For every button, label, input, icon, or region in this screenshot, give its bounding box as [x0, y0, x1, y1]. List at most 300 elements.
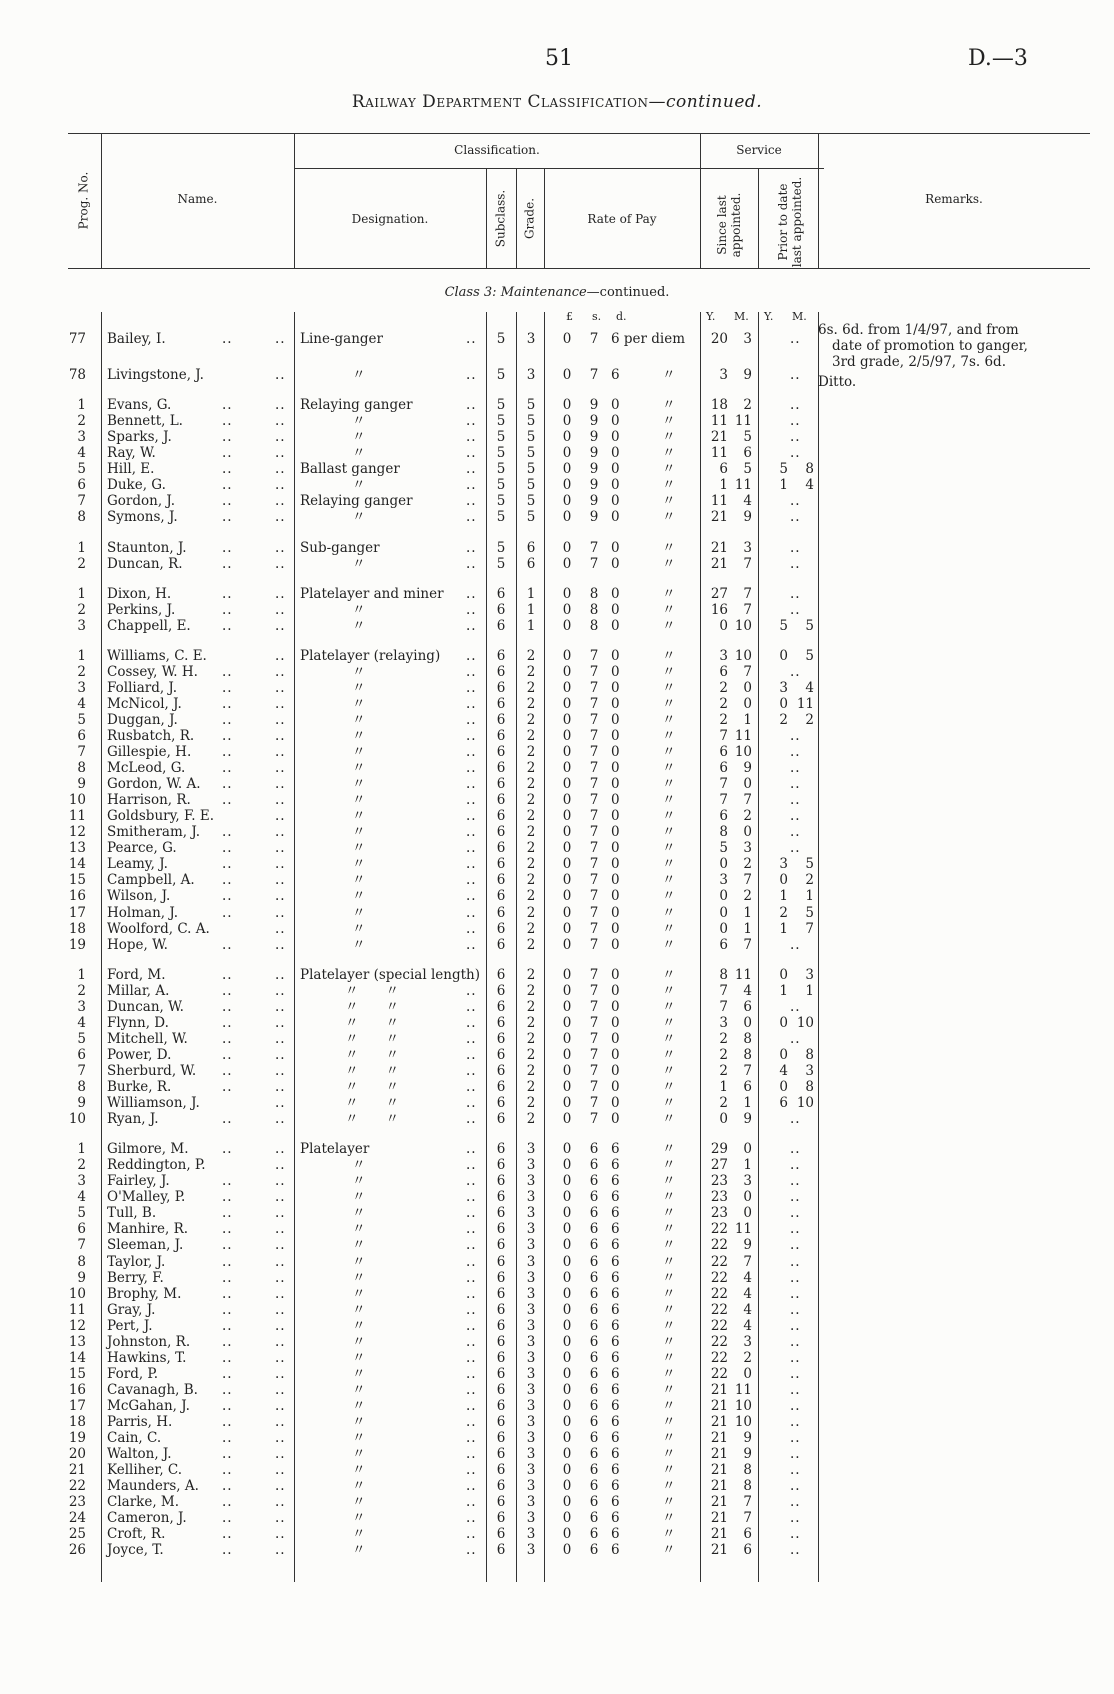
row-grade: 2	[526, 696, 536, 712]
row-designation-leader: ..	[466, 664, 477, 680]
row-prior-none: ..	[790, 792, 801, 808]
row-prog-no: 23	[68, 1494, 86, 1510]
row-pay-pounds: 0	[562, 1189, 572, 1205]
row-prior-none: ..	[790, 760, 801, 776]
row-name-leader-end: ..	[275, 760, 286, 776]
row-name: Gray, J.	[107, 1302, 156, 1318]
row-subclass: 6	[496, 1111, 506, 1127]
row-pay-ditto: 〃	[662, 1462, 676, 1478]
row-name-leader: ..	[222, 888, 233, 904]
row-name-leader: ..	[222, 1047, 233, 1063]
row-designation-ditto: 〃	[352, 776, 366, 792]
row-grade: 3	[526, 1334, 536, 1350]
row-prog-no: 11	[68, 1302, 86, 1318]
row-subclass: 6	[496, 856, 506, 872]
row-designation: Line-ganger	[300, 331, 383, 347]
row-grade: 3	[526, 1350, 536, 1366]
row-since-years: 1	[719, 477, 728, 493]
row-subclass: 6	[496, 1237, 506, 1253]
row-prog-no: 25	[68, 1526, 86, 1542]
row-name-leader-end: ..	[275, 1398, 286, 1414]
row-pay-pounds: 0	[562, 776, 572, 792]
row-name: Cain, C.	[107, 1430, 162, 1446]
row-designation-leader: ..	[466, 1141, 477, 1157]
row-pay-pounds: 0	[562, 824, 572, 840]
row-pay-pence: 0	[611, 776, 620, 792]
row-designation-leader: ..	[466, 680, 477, 696]
row-designation-leader: ..	[466, 556, 477, 572]
row-pay-shillings: 9	[589, 429, 599, 445]
row-pay-pence: 0	[611, 905, 620, 921]
row-since-years: 2	[719, 1031, 728, 1047]
row-prior-none: ..	[790, 1254, 801, 1270]
row-pay-pounds: 0	[562, 1015, 572, 1031]
row-pay-shillings: 7	[589, 680, 599, 696]
row-prior-none: ..	[790, 493, 801, 509]
row-prior-none: ..	[790, 744, 801, 760]
row-since-months: 11	[734, 1382, 752, 1398]
row-designation: Platelayer (special length)	[300, 967, 480, 983]
row-name-leader: ..	[222, 1031, 233, 1047]
row-subclass: 6	[496, 776, 506, 792]
row-subclass: 6	[496, 1462, 506, 1478]
row-pay-ditto: 〃	[662, 1047, 676, 1063]
row-pay-shillings: 6	[589, 1173, 599, 1189]
row-pay-shillings: 6	[589, 1526, 599, 1542]
row-name-leader-end: ..	[275, 712, 286, 728]
row-since-years: 29	[710, 1141, 728, 1157]
row-designation-leader: ..	[466, 1350, 477, 1366]
row-prior-none: ..	[790, 1382, 801, 1398]
row-name-leader-end: ..	[275, 728, 286, 744]
row-prog-no: 6	[77, 728, 86, 744]
row-pay-pence: 6	[611, 1366, 620, 1382]
row-pay-shillings: 7	[589, 1095, 599, 1111]
row-prog-no: 4	[77, 1189, 86, 1205]
row-name-leader: ..	[222, 1542, 233, 1558]
row-since-years: 3	[719, 1015, 728, 1031]
row-grade: 2	[526, 937, 536, 953]
row-since-years: 2	[719, 1063, 728, 1079]
row-pay-pounds: 0	[562, 1031, 572, 1047]
row-name-leader-end: ..	[275, 413, 286, 429]
row-name-leader: ..	[222, 477, 233, 493]
row-since-years: 18	[710, 397, 728, 413]
row-pay-pence: 6	[611, 1510, 620, 1526]
row-since-months: 5	[743, 461, 752, 477]
row-grade: 5	[526, 445, 536, 461]
row-pay-pounds: 0	[562, 1237, 572, 1253]
row-designation-leader: ..	[466, 1270, 477, 1286]
row-prior-months: 11	[796, 696, 814, 712]
row-since-years: 0	[719, 856, 728, 872]
row-pay-shillings: 7	[589, 921, 599, 937]
row-prog-no: 1	[77, 540, 86, 556]
unit-months: M.	[734, 310, 749, 323]
row-since-months: 1	[743, 921, 752, 937]
row-designation-leader: ..	[466, 1015, 477, 1031]
row-pay-pence: 0	[611, 1015, 620, 1031]
row-name-leader-end: ..	[275, 696, 286, 712]
row-pay-pence: 0	[611, 1063, 620, 1079]
row-since-years: 22	[710, 1286, 728, 1302]
row-prog-no: 2	[77, 602, 86, 618]
row-pay-ditto: 〃	[662, 1254, 676, 1270]
row-prog-no: 5	[77, 1205, 86, 1221]
row-prior-years: 0	[779, 1047, 788, 1063]
row-pay-pence: 0	[611, 540, 620, 556]
row-pay-pounds: 0	[562, 540, 572, 556]
row-prog-no: 2	[77, 983, 86, 999]
row-name: Evans, G.	[107, 397, 172, 413]
row-grade: 2	[526, 888, 536, 904]
row-name: Symons, J.	[107, 509, 178, 525]
class-heading: Class 3: Maintenance—continued.	[444, 285, 670, 300]
row-grade: 3	[526, 1254, 536, 1270]
row-designation-ditto: 〃	[352, 1510, 366, 1526]
row-since-months: 1	[743, 905, 752, 921]
row-name: Clarke, M.	[107, 1494, 180, 1510]
row-since-years: 21	[710, 429, 728, 445]
row-grade: 3	[526, 1366, 536, 1382]
row-subclass: 6	[496, 792, 506, 808]
row-pay-ditto: 〃	[662, 872, 676, 888]
row-designation-ditto: 〃 〃	[345, 1111, 399, 1127]
row-grade: 3	[526, 1189, 536, 1205]
row-pay-shillings: 7	[589, 712, 599, 728]
row-name-leader-end: ..	[275, 586, 286, 602]
row-grade: 2	[526, 776, 536, 792]
row-name-leader: ..	[222, 540, 233, 556]
row-since-months: 3	[743, 1173, 752, 1189]
row-name: Cameron, J.	[107, 1510, 187, 1526]
row-name-leader: ..	[222, 1270, 233, 1286]
row-pay-shillings: 6	[589, 1414, 599, 1430]
row-subclass: 6	[496, 1430, 506, 1446]
row-name-leader: ..	[222, 429, 233, 445]
row-grade: 2	[526, 792, 536, 808]
row-since-months: 4	[743, 1270, 752, 1286]
row-pay-ditto: 〃	[662, 1350, 676, 1366]
row-pay-pounds: 0	[562, 760, 572, 776]
row-designation-ditto: 〃	[352, 1318, 366, 1334]
row-pay-pounds: 0	[562, 808, 572, 824]
row-designation-ditto: 〃	[352, 712, 366, 728]
row-designation-leader: ..	[466, 413, 477, 429]
row-designation-leader: ..	[466, 461, 477, 477]
row-pay-ditto: 〃	[662, 429, 676, 445]
row-pay-pence: 6	[611, 1478, 620, 1494]
row-name-leader-end: ..	[275, 1270, 286, 1286]
row-since-months: 9	[743, 1430, 752, 1446]
row-name-leader-end: ..	[275, 1462, 286, 1478]
row-since-years: 21	[710, 1542, 728, 1558]
row-since-months: 5	[743, 429, 752, 445]
row-name: Maunders, A.	[107, 1478, 199, 1494]
row-designation-ditto: 〃	[352, 556, 366, 572]
row-prior-none: ..	[790, 1430, 801, 1446]
row-pay-shillings: 7	[589, 744, 599, 760]
row-grade: 2	[526, 824, 536, 840]
row-pay-pounds: 0	[562, 905, 572, 921]
row-name-leader-end: ..	[275, 1205, 286, 1221]
row-name-leader: ..	[222, 509, 233, 525]
row-subclass: 6	[496, 1414, 506, 1430]
row-designation-ditto: 〃	[352, 680, 366, 696]
row-name-leader: ..	[222, 776, 233, 792]
row-name-leader-end: ..	[275, 856, 286, 872]
row-pay-pence: 0	[611, 1047, 620, 1063]
row-since-years: 21	[710, 556, 728, 572]
row-pay-ditto: 〃	[662, 824, 676, 840]
row-subclass: 6	[496, 983, 506, 999]
row-pay-pence: 6	[611, 1526, 620, 1542]
row-grade: 3	[526, 331, 536, 347]
row-since-months: 2	[743, 856, 752, 872]
row-designation-leader: ..	[466, 776, 477, 792]
row-pay-ditto: 〃	[662, 712, 676, 728]
row-name-leader: ..	[222, 1205, 233, 1221]
row-grade: 3	[526, 1141, 536, 1157]
row-pay-shillings: 7	[589, 540, 599, 556]
row-since-years: 0	[719, 921, 728, 937]
row-prog-no: 3	[77, 680, 86, 696]
row-pay-shillings: 6	[589, 1189, 599, 1205]
row-pay-pence: 6	[611, 1414, 620, 1430]
row-subclass: 6	[496, 999, 506, 1015]
row-subclass: 5	[496, 367, 506, 383]
row-grade: 2	[526, 744, 536, 760]
row-pay-shillings: 8	[589, 618, 599, 634]
row-pay-shillings: 7	[589, 556, 599, 572]
row-pay-pounds: 0	[562, 493, 572, 509]
row-since-months: 0	[743, 824, 752, 840]
row-designation-ditto: 〃	[352, 744, 366, 760]
row-pay-shillings: 6	[589, 1398, 599, 1414]
row-subclass: 6	[496, 1478, 506, 1494]
row-name-leader-end: ..	[275, 540, 286, 556]
row-grade: 3	[526, 1382, 536, 1398]
row-name-leader-end: ..	[275, 664, 286, 680]
row-pay-pence: 0	[611, 445, 620, 461]
row-subclass: 6	[496, 967, 506, 983]
row-subclass: 6	[496, 1157, 506, 1173]
row-prog-no: 8	[77, 760, 86, 776]
row-pay-pounds: 0	[562, 602, 572, 618]
row-pay-shillings: 7	[589, 937, 599, 953]
row-since-years: 22	[710, 1334, 728, 1350]
row-since-months: 11	[734, 1221, 752, 1237]
row-prog-no: 6	[77, 1221, 86, 1237]
row-since-months: 4	[743, 1286, 752, 1302]
row-pay-ditto: 〃	[662, 1031, 676, 1047]
row-pay-ditto: 〃	[662, 1237, 676, 1253]
row-designation-ditto: 〃	[352, 840, 366, 856]
row-subclass: 5	[496, 413, 506, 429]
row-prior-months: 1	[805, 888, 814, 904]
row-name: Reddington, P.	[107, 1157, 206, 1173]
row-prior-none: ..	[790, 397, 801, 413]
row-subclass: 6	[496, 1286, 506, 1302]
row-designation-leader: ..	[466, 1398, 477, 1414]
row-since-months: 0	[743, 776, 752, 792]
row-pay-shillings: 7	[589, 696, 599, 712]
row-since-months: 8	[743, 1031, 752, 1047]
row-name-leader: ..	[222, 728, 233, 744]
row-designation-ditto: 〃	[352, 509, 366, 525]
row-pay-pounds: 0	[562, 792, 572, 808]
row-subclass: 5	[496, 509, 506, 525]
row-prior-none: ..	[790, 586, 801, 602]
row-since-months: 2	[743, 888, 752, 904]
row-since-years: 22	[710, 1350, 728, 1366]
row-grade: 5	[526, 413, 536, 429]
row-pay-pence: 0	[611, 586, 620, 602]
row-name-leader-end: ..	[275, 461, 286, 477]
row-grade: 5	[526, 461, 536, 477]
row-designation-leader: ..	[466, 1254, 477, 1270]
row-pay-ditto: 〃	[662, 1318, 676, 1334]
row-grade: 5	[526, 493, 536, 509]
row-name-leader-end: ..	[275, 680, 286, 696]
row-designation-leader: ..	[466, 840, 477, 856]
row-pay-pounds: 0	[562, 1510, 572, 1526]
row-designation-leader: ..	[466, 808, 477, 824]
row-designation-ditto: 〃	[352, 792, 366, 808]
row-prior-none: ..	[790, 1221, 801, 1237]
row-pay-shillings: 7	[589, 856, 599, 872]
row-subclass: 6	[496, 905, 506, 921]
row-pay-shillings: 8	[589, 602, 599, 618]
row-pay-ditto: 〃	[662, 1382, 676, 1398]
unit-pound: £	[566, 310, 573, 323]
row-since-years: 21	[710, 1430, 728, 1446]
row-name: Walton, J.	[107, 1446, 172, 1462]
row-pay-pence: 6	[611, 1462, 620, 1478]
row-since-years: 22	[710, 1254, 728, 1270]
row-prog-no: 26	[68, 1542, 86, 1558]
row-pay-ditto: 〃	[662, 1205, 676, 1221]
row-name-leader: ..	[222, 840, 233, 856]
row-prog-no: 4	[77, 445, 86, 461]
row-since-years: 6	[719, 760, 728, 776]
row-prog-no: 15	[68, 872, 86, 888]
row-since-months: 1	[743, 1157, 752, 1173]
row-prior-none: ..	[790, 840, 801, 856]
row-designation-ditto: 〃	[352, 760, 366, 776]
row-name-leader-end: ..	[275, 792, 286, 808]
row-designation-leader: ..	[466, 999, 477, 1015]
row-name-leader: ..	[222, 967, 233, 983]
row-prior-none: ..	[790, 1494, 801, 1510]
row-grade: 3	[526, 1173, 536, 1189]
row-subclass: 5	[496, 493, 506, 509]
row-pay-pence: 0	[611, 921, 620, 937]
row-prior-none: ..	[790, 1141, 801, 1157]
row-subclass: 6	[496, 1510, 506, 1526]
row-pay-shillings: 7	[589, 808, 599, 824]
row-designation-leader: ..	[466, 712, 477, 728]
row-since-months: 7	[743, 664, 752, 680]
row-pay-ditto: 〃	[662, 1079, 676, 1095]
row-designation-ditto: 〃	[352, 664, 366, 680]
row-name: Williams, C. E.	[107, 648, 207, 664]
row-pay-pence: 0	[611, 461, 620, 477]
row-designation-leader: ..	[466, 331, 477, 347]
row-designation-ditto: 〃	[352, 1189, 366, 1205]
page-title: Railway Department Classification—continued.	[351, 92, 763, 112]
header-classification: Classification.	[454, 143, 540, 157]
row-pay-shillings: 6	[589, 1270, 599, 1286]
row-pay-ditto: 〃	[662, 1510, 676, 1526]
row-prog-no: 18	[68, 921, 86, 937]
row-since-months: 11	[734, 477, 752, 493]
row-since-months: 7	[743, 872, 752, 888]
unit-years-prior: Y.	[764, 310, 774, 323]
row-since-years: 0	[719, 618, 728, 634]
row-designation: Sub-ganger	[300, 540, 380, 556]
row-name-leader-end: ..	[275, 477, 286, 493]
row-designation-leader: ..	[466, 1237, 477, 1253]
row-pay-pounds: 0	[562, 1079, 572, 1095]
row-since-years: 21	[710, 1462, 728, 1478]
row-pay-pence: 0	[611, 744, 620, 760]
row-grade: 2	[526, 1031, 536, 1047]
row-since-years: 6	[719, 937, 728, 953]
row-pay-pounds: 0	[562, 618, 572, 634]
row-pay-pounds: 0	[562, 1205, 572, 1221]
row-since-years: 1	[719, 1079, 728, 1095]
row-since-months: 9	[743, 760, 752, 776]
row-subclass: 6	[496, 1366, 506, 1382]
row-pay-ditto: 〃	[662, 1189, 676, 1205]
row-prior-years: 0	[779, 1079, 788, 1095]
row-name: Duggan, J.	[107, 712, 178, 728]
row-since-months: 2	[743, 397, 752, 413]
row-pay-ditto: 〃	[662, 760, 676, 776]
row-pay-ditto: 〃	[662, 1398, 676, 1414]
row-grade: 2	[526, 1079, 536, 1095]
page-number: 51	[545, 46, 573, 71]
row-name-leader-end: ..	[275, 1366, 286, 1382]
row-designation-leader: ..	[466, 1302, 477, 1318]
row-pay-pence: 0	[611, 429, 620, 445]
row-pay-ditto: 〃	[662, 413, 676, 429]
row-since-months: 10	[734, 648, 752, 664]
row-pay-pence: 0	[611, 872, 620, 888]
row-prior-months: 2	[805, 712, 814, 728]
row-name-leader: ..	[222, 1173, 233, 1189]
header-designation: Designation.	[351, 212, 429, 226]
row-prior-months: 7	[805, 921, 814, 937]
row-name-leader-end: ..	[275, 509, 286, 525]
row-since-years: 11	[710, 493, 728, 509]
row-since-years: 6	[719, 808, 728, 824]
row-prog-no: 19	[68, 1430, 86, 1446]
row-subclass: 5	[496, 556, 506, 572]
row-pay-ditto: 〃	[662, 509, 676, 525]
row-grade: 3	[526, 1221, 536, 1237]
row-pay-shillings: 7	[589, 1111, 599, 1127]
row-designation-leader: ..	[466, 1063, 477, 1079]
row-prog-no: 1	[77, 1141, 86, 1157]
row-pay-pounds: 0	[562, 696, 572, 712]
row-name: Williamson, J.	[107, 1095, 200, 1111]
row-prior-none: ..	[790, 1414, 801, 1430]
row-since-months: 0	[743, 696, 752, 712]
row-since-years: 22	[710, 1318, 728, 1334]
row-pay-ditto: 〃	[662, 1334, 676, 1350]
